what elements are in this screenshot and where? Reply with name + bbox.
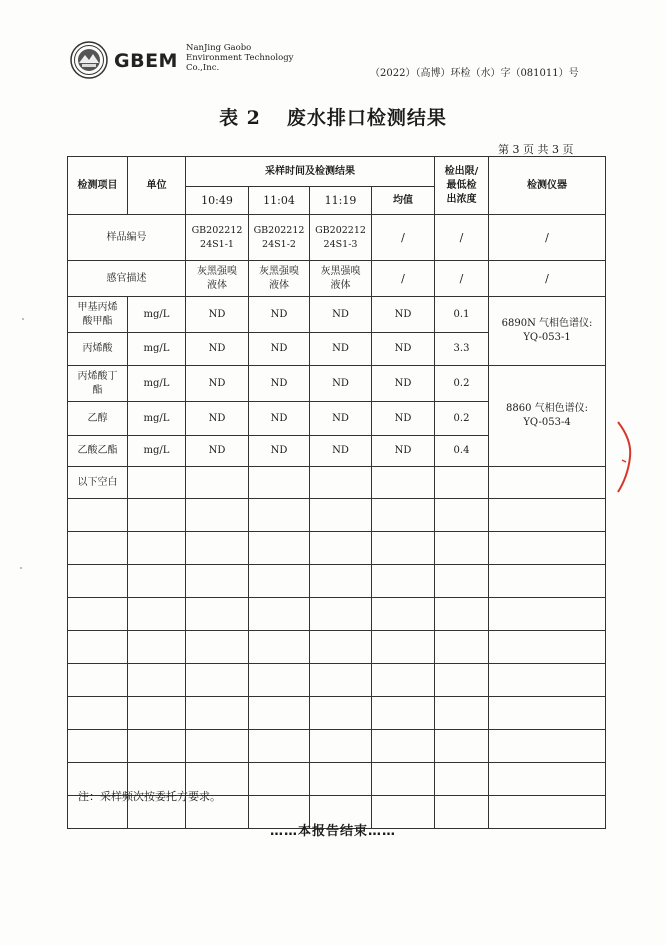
empty-cell	[310, 664, 372, 697]
gbem-logo-icon	[70, 41, 108, 79]
empty-cell	[68, 532, 128, 565]
result-value: ND	[249, 333, 310, 366]
col-header-instrument: 检测仪器	[489, 157, 606, 215]
empty-cell	[489, 565, 606, 598]
empty-cell	[489, 763, 606, 796]
empty-cell	[489, 697, 606, 730]
sensory-limit: /	[435, 261, 489, 297]
empty-cell	[186, 631, 249, 664]
sample-id-row	[68, 215, 606, 261]
brand-name: GBEM	[114, 50, 178, 72]
sample-id-1: GB202212 24S1-1	[186, 215, 249, 261]
empty-row	[68, 664, 606, 697]
empty-cell	[68, 730, 128, 763]
limit-value: 0.4	[435, 436, 489, 467]
empty-row	[68, 697, 606, 730]
result-value: ND	[186, 402, 249, 436]
report-number: （2022）（高博）环检（水）字（081011）号	[370, 68, 579, 79]
empty-cell	[186, 565, 249, 598]
empty-cell	[372, 532, 435, 565]
empty-cell	[128, 499, 186, 532]
empty-cell	[435, 763, 489, 796]
empty-cell	[249, 730, 310, 763]
empty-rows	[68, 499, 606, 829]
result-value: ND	[186, 333, 249, 366]
unit: mg/L	[128, 436, 186, 467]
result-value: ND	[310, 333, 372, 366]
header-row	[68, 157, 606, 187]
empty-cell	[489, 598, 606, 631]
sample-id-instrument: /	[489, 215, 606, 261]
empty-row	[68, 598, 606, 631]
empty-cell	[435, 730, 489, 763]
col-header-item: 检测项目	[68, 157, 128, 215]
table-row	[68, 297, 606, 333]
empty-cell	[128, 697, 186, 730]
item-name: 甲基丙烯 酸甲酯	[68, 297, 128, 333]
item-name: 丙烯酸	[68, 333, 128, 366]
empty-row	[68, 730, 606, 763]
limit-value: 0.2	[435, 366, 489, 402]
empty-cell	[68, 664, 128, 697]
empty-row	[68, 532, 606, 565]
empty-cell	[186, 730, 249, 763]
empty-cell	[372, 598, 435, 631]
mean-value: ND	[372, 333, 435, 366]
footnote: 注：采样频次按委托方要求。	[78, 790, 221, 803]
empty-cell	[435, 565, 489, 598]
empty-cell	[186, 697, 249, 730]
result-value: ND	[310, 402, 372, 436]
empty-cell	[372, 697, 435, 730]
sample-id-mean: /	[372, 215, 435, 261]
empty-cell	[186, 598, 249, 631]
table-title: 废水排口检测结果	[286, 107, 447, 129]
empty-cell	[186, 664, 249, 697]
empty-cell	[435, 697, 489, 730]
empty-cell	[186, 532, 249, 565]
result-value: ND	[310, 366, 372, 402]
empty-cell	[435, 532, 489, 565]
result-value: ND	[186, 366, 249, 402]
empty-cell	[128, 730, 186, 763]
item-name: 丙烯酸丁 酯	[68, 366, 128, 402]
empty-cell	[310, 499, 372, 532]
mean-value: ND	[372, 436, 435, 467]
empty-cell	[128, 565, 186, 598]
empty-cell	[68, 631, 128, 664]
time-2: 11:04	[249, 187, 310, 215]
unit: mg/L	[128, 402, 186, 436]
result-value: ND	[249, 297, 310, 333]
empty-cell	[372, 499, 435, 532]
col-header-limit: 检出限/ 最低检 出浓度	[435, 157, 489, 215]
mean-value: ND	[372, 402, 435, 436]
result-value: ND	[310, 297, 372, 333]
empty-cell	[489, 631, 606, 664]
unit: mg/L	[128, 333, 186, 366]
empty-row	[68, 631, 606, 664]
sensory-2: 灰黑强嗅 液体	[249, 261, 310, 297]
empty-cell	[310, 631, 372, 664]
empty-cell	[489, 532, 606, 565]
empty-cell	[249, 532, 310, 565]
empty-cell	[186, 499, 249, 532]
empty-row	[68, 499, 606, 532]
empty-cell	[489, 730, 606, 763]
empty-cell	[372, 631, 435, 664]
empty-cell	[128, 598, 186, 631]
empty-cell	[435, 598, 489, 631]
empty-cell	[249, 499, 310, 532]
company-name: NanJing Gaobo Environment Technology Co.,Inc.	[186, 43, 294, 73]
page-title	[0, 103, 666, 130]
result-value: ND	[310, 436, 372, 467]
empty-cell	[68, 565, 128, 598]
sensory-instrument: /	[489, 261, 606, 297]
table-row	[68, 366, 606, 402]
empty-cell	[68, 499, 128, 532]
empty-cell	[435, 631, 489, 664]
empty-row	[68, 565, 606, 598]
empty-cell	[310, 763, 372, 796]
empty-cell	[249, 664, 310, 697]
sample-id-label: 样品编号	[68, 215, 186, 261]
limit-value: 0.2	[435, 402, 489, 436]
sensory-label: 感官描述	[68, 261, 186, 297]
empty-cell	[310, 565, 372, 598]
empty-cell	[310, 532, 372, 565]
scan-speck	[22, 318, 24, 320]
item-name: 乙醇	[68, 402, 128, 436]
empty-cell	[489, 499, 606, 532]
result-value: ND	[249, 436, 310, 467]
empty-cell	[249, 598, 310, 631]
item-name: 乙酸乙酯	[68, 436, 128, 467]
empty-cell	[249, 631, 310, 664]
empty-cell	[435, 499, 489, 532]
result-value: ND	[186, 297, 249, 333]
results-table	[67, 156, 606, 829]
sensory-mean: /	[372, 261, 435, 297]
col-header-sampling: 采样时间及检测结果	[186, 157, 435, 187]
result-value: ND	[249, 366, 310, 402]
empty-cell	[128, 664, 186, 697]
sample-id-limit: /	[435, 215, 489, 261]
empty-cell	[372, 664, 435, 697]
time-1: 10:49	[186, 187, 249, 215]
empty-cell	[310, 697, 372, 730]
instrument-1: 6890N 气相色谱仪: YQ-053-1	[489, 297, 606, 366]
empty-cell	[372, 730, 435, 763]
empty-cell	[249, 697, 310, 730]
sensory-row	[68, 261, 606, 297]
sample-id-2: GB202212 24S1-2	[249, 215, 310, 261]
empty-cell	[489, 664, 606, 697]
result-value: ND	[249, 402, 310, 436]
result-value: ND	[186, 436, 249, 467]
mean-value: ND	[372, 297, 435, 333]
empty-cell	[128, 631, 186, 664]
sample-id-3: GB202212 24S1-3	[310, 215, 372, 261]
empty-cell	[310, 730, 372, 763]
scan-speck	[20, 567, 22, 569]
empty-cell	[68, 697, 128, 730]
limit-value: 3.3	[435, 333, 489, 366]
table-number: 表 2	[219, 107, 261, 129]
col-header-unit: 单位	[128, 157, 186, 215]
limit-value: 0.1	[435, 297, 489, 333]
empty-cell	[249, 763, 310, 796]
empty-cell	[372, 565, 435, 598]
empty-cell	[310, 598, 372, 631]
blank-label-row	[68, 467, 606, 499]
unit: mg/L	[128, 366, 186, 402]
end-of-report: ……本报告结束……	[269, 824, 396, 839]
mean-value: ND	[372, 366, 435, 402]
empty-cell	[128, 532, 186, 565]
time-3: 11:19	[310, 187, 372, 215]
page-info: 第 3 页 共 3 页	[498, 143, 574, 156]
unit: mg/L	[128, 297, 186, 333]
empty-cell	[372, 763, 435, 796]
instrument-2: 8860 气相色谱仪: YQ-053-4	[489, 366, 606, 467]
sensory-3: 灰黑强嗅 液体	[310, 261, 372, 297]
col-header-mean: 均值	[372, 187, 435, 215]
empty-cell	[68, 598, 128, 631]
red-seal-stamp-icon	[614, 420, 634, 494]
empty-cell	[249, 565, 310, 598]
empty-cell	[435, 664, 489, 697]
blank-label: 以下空白	[68, 467, 128, 499]
sensory-1: 灰黑强嗅 液体	[186, 261, 249, 297]
